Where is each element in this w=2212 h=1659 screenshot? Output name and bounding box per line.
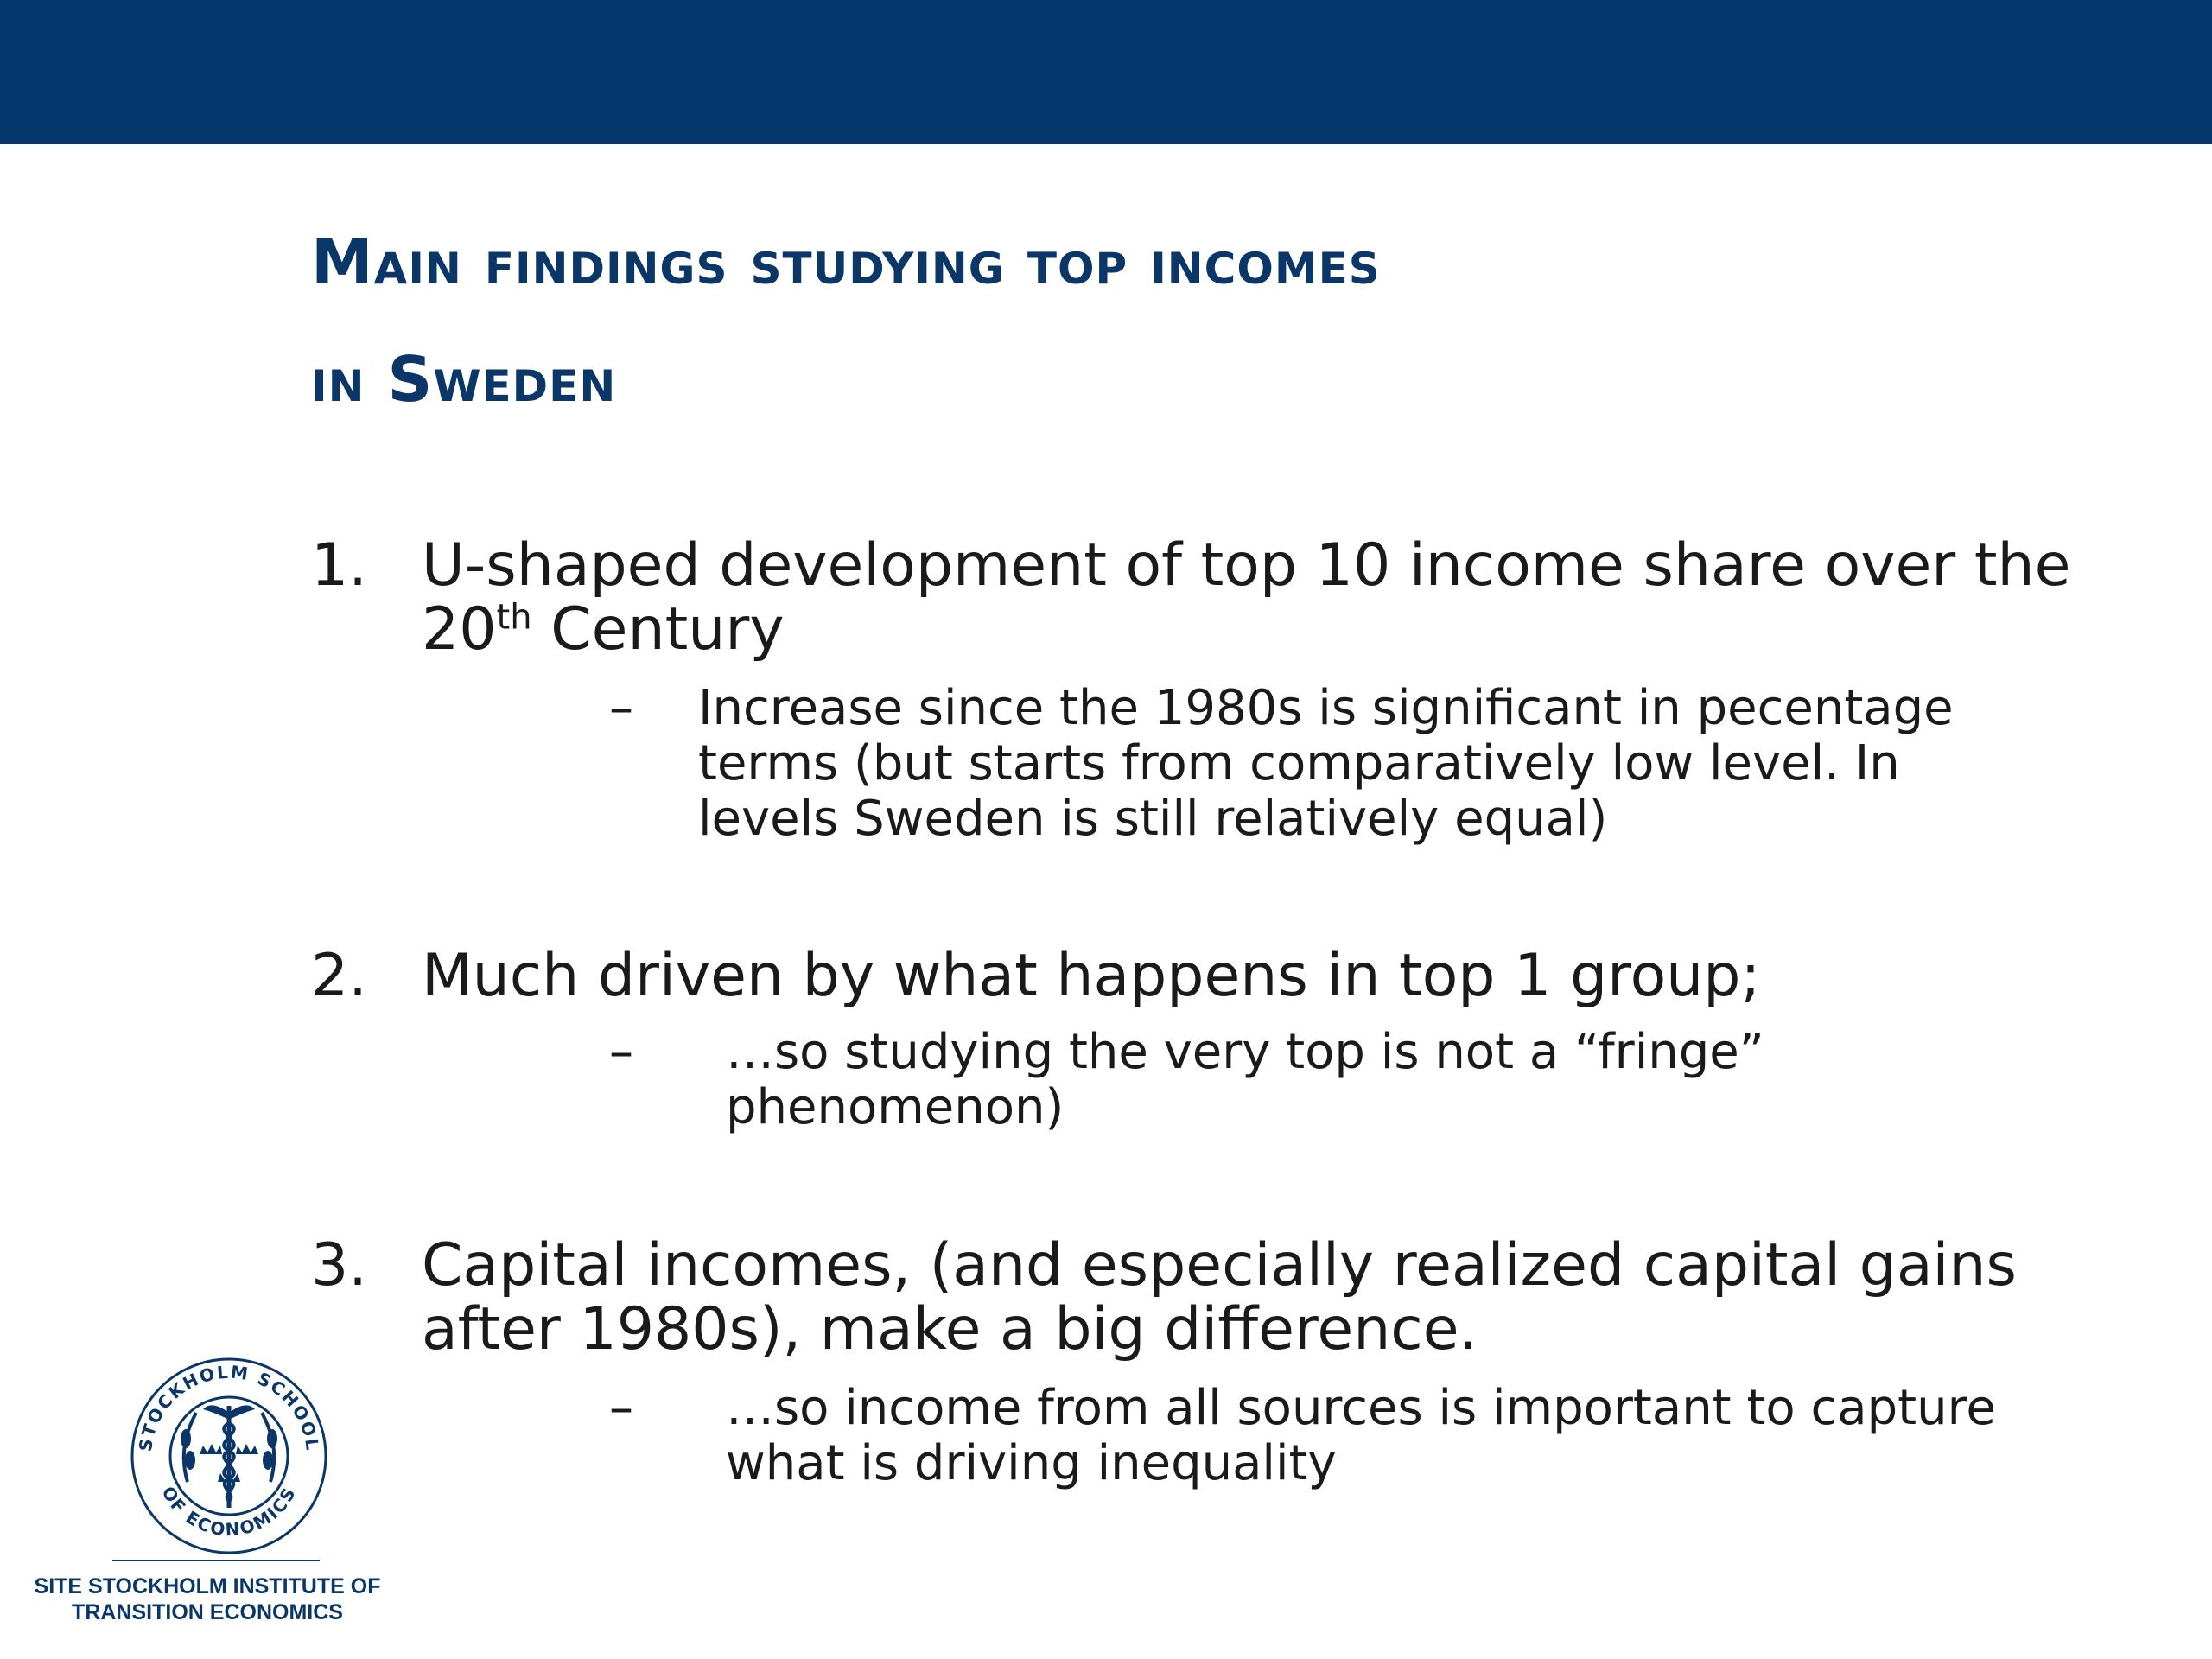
finding-text: Much driven by what happens in top 1 group;	[422, 942, 1761, 1010]
header-band	[0, 0, 2212, 144]
sub-point-dash: –	[609, 1024, 633, 1080]
logo-divider	[112, 1560, 320, 1561]
finding-text: Capital incomes, (and especially realized capital gains after 1980s), make a big difference.	[422, 1231, 2017, 1363]
slide-title-line-1: Main findings studying top incomes	[311, 226, 1381, 298]
logo-caption-line-2: TRANSITION ECONOMICS	[72, 1600, 343, 1624]
finding-number: 3.	[311, 1231, 367, 1300]
svg-text:OF ECONOMICS: OF ECONOMICS	[157, 1483, 301, 1541]
finding-text	[422, 531, 2115, 664]
logo-caption	[26, 1573, 389, 1625]
sub-point-dash: –	[609, 680, 633, 736]
sub-point-dash: –	[609, 1380, 633, 1436]
finding-text-end: Century	[531, 595, 785, 664]
sub-point-text: …so studying the very top is not a “fringe” phenomenon)	[726, 1024, 1764, 1135]
ordinal-superscript: th	[496, 597, 532, 638]
site-logo	[26, 1352, 389, 1629]
stockholm-school-seal-icon	[125, 1352, 333, 1560]
sub-point-text: …so income from all sources is important to capture what is driving inequality	[726, 1380, 1996, 1491]
sub-point-text: Increase since the 1980s is significant in pecentage terms (but starts from comparatively low level. In levels Sweden is still relatively equal)	[698, 680, 1954, 847]
slide-title-line-2: in Sweden	[311, 343, 617, 416]
slide-title	[311, 203, 2039, 438]
finding-text-main: U-shaped development of top 10 income share over the 20	[422, 531, 2071, 664]
finding-number: 1.	[311, 531, 367, 600]
finding-number: 2.	[311, 942, 367, 1010]
svg-text:STOCKHOLM SCHOOL: STOCKHOLM SCHOOL	[134, 1361, 324, 1453]
logo-caption-line-1: SITE STOCKHOLM INSTITUTE OF	[34, 1574, 381, 1599]
